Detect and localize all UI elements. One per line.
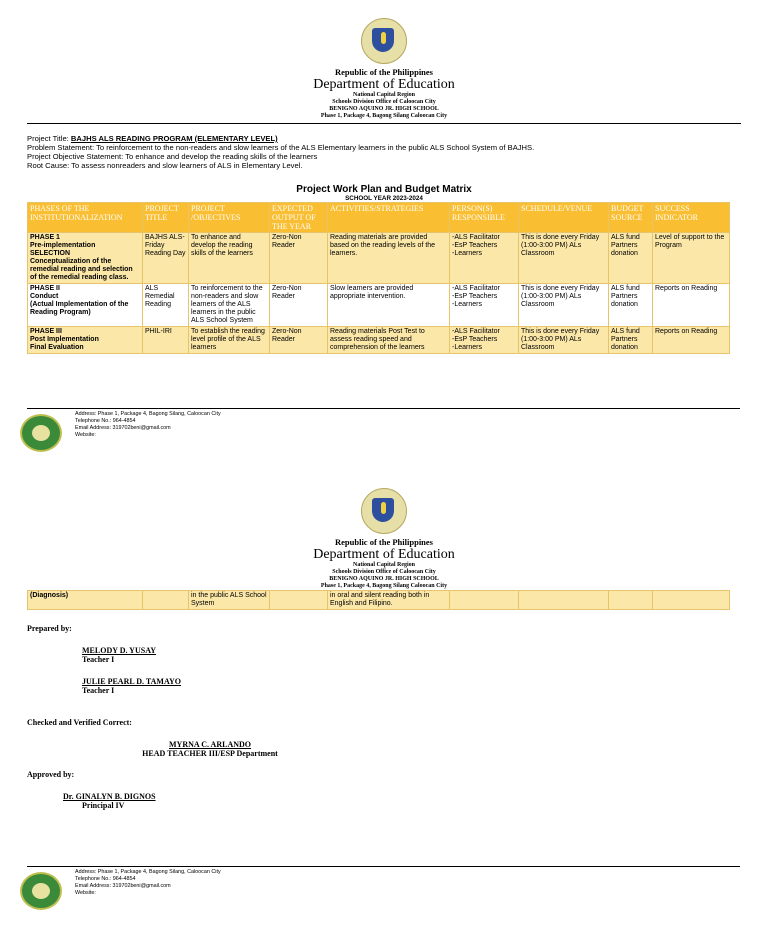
table-cell xyxy=(519,591,609,610)
table-cell: PHIL-IRI xyxy=(143,327,189,354)
region-line: National Capital Region xyxy=(352,562,415,568)
column-header: SUCCESS INDICATOR xyxy=(653,203,730,233)
table-cell: BAJHS ALS-Friday Reading Day xyxy=(143,233,189,284)
root-cause: Root Cause: To assess nonreaders and slow learners of ALS in Elementary Level. xyxy=(27,161,303,170)
republic-line: Republic of the Philippines xyxy=(334,537,433,547)
header-rule xyxy=(27,123,741,124)
preparer-1-name: MELODY D. YUSAY xyxy=(82,646,157,655)
page-2 xyxy=(0,488,768,610)
table-cell: -ALS Facilitator -EsP Teachers -Learners xyxy=(450,233,519,284)
footer-telephone: Telephone No.: 964-4854 xyxy=(75,418,136,424)
table-cell: Reports on Reading xyxy=(653,327,730,354)
objective-statement: Project Objective Statement: To enhance and develop the reading skills of the learners xyxy=(27,152,318,161)
checker-title: HEAD TEACHER III/ESP Department xyxy=(142,749,278,758)
department-name: Department of Education xyxy=(313,547,455,562)
column-header: PHASES OF THE INSTITUTIONALIZATION xyxy=(28,203,143,233)
school-year: SCHOOL YEAR 2023-2024 xyxy=(345,195,423,202)
footer-contact xyxy=(75,869,221,897)
approved-label: Approved by: xyxy=(27,770,75,779)
table-cell: -ALS Facilitator -EsP Teachers -Learners xyxy=(450,327,519,354)
preparer-2 xyxy=(82,677,181,695)
footer-website: Website: xyxy=(75,432,96,438)
column-header: PROJECT /OBJECTIVES xyxy=(189,203,270,233)
table-cell: To enhance and develop the reading skills of the learners xyxy=(189,233,270,284)
region-line: National Capital Region xyxy=(352,92,415,98)
preparer-1 xyxy=(82,646,156,664)
table-cell: PHASE III Post Implementation Final Evaluation xyxy=(28,327,143,354)
school-name: BENIGNO AQUINO JR. HIGH SCHOOL xyxy=(329,576,439,582)
footer-email: Email Address: 319702beni@gmail.com xyxy=(75,425,171,431)
table-cell: Reading materials are provided based on the reading levels of the learners. xyxy=(328,233,450,284)
checked-label: Checked and Verified Correct: xyxy=(27,718,132,727)
table-cell: To reinforcement to the non-readers and slow learners of the ALS learners in the public ALS School System xyxy=(189,284,270,327)
table-cell xyxy=(653,591,730,610)
column-header: PROJECT TITLE xyxy=(143,203,189,233)
table-cell: PHASE II Conduct (Actual Implementation of the Reading Program) xyxy=(28,284,143,327)
matrix-title: Project Work Plan and Budget Matrix xyxy=(296,184,472,195)
work-plan-table xyxy=(27,202,730,354)
table-cell: Zero-Non Reader xyxy=(270,327,328,354)
checker-name: MYRNA C. ARLANDO xyxy=(169,740,251,749)
table-cell: ALS Remedial Reading xyxy=(143,284,189,327)
division-line: Schools Division Office of Caloocan City xyxy=(332,569,436,575)
column-header: EXPECTED OUTPUT OF THE YEAR xyxy=(270,203,328,233)
table-cell xyxy=(270,591,328,610)
table-header-row xyxy=(28,203,730,233)
school-address: Phase 1, Package 4, Bagong Silang Caloocan City xyxy=(320,583,448,589)
footer-1 xyxy=(20,408,740,438)
project-title: BAJHS ALS READING PROGRAM (ELEMENTARY LEVEL) xyxy=(70,134,278,143)
school-address: Phase 1, Package 4, Bagong Silang Caloocan City xyxy=(320,113,448,119)
division-line: Schools Division Office of Caloocan City xyxy=(332,99,436,105)
table-cell: This is done every Friday (1:00-3:00 PM) ALs Classroom xyxy=(519,284,609,327)
school-logo-icon xyxy=(20,872,62,910)
table-cell: Zero-Non Reader xyxy=(270,233,328,284)
column-header: ACTIVITIES/STRATEGIES xyxy=(328,203,450,233)
table-cell xyxy=(143,591,189,610)
letterhead xyxy=(0,488,768,590)
table-cell: -ALS Facilitator -EsP Teachers -Learners xyxy=(450,284,519,327)
footer-address: Address: Phase 1, Package 4, Bagong Silang, Caloocan City xyxy=(75,869,221,875)
column-header: BUDGET SOURCE xyxy=(609,203,653,233)
table-cell: This is done every Friday (1:00-3:00 PM) ALs Classroom xyxy=(519,233,609,284)
table-cell: Zero-Non Reader xyxy=(270,284,328,327)
table-cell: To establish the reading level profile of the ALS learners xyxy=(189,327,270,354)
table-cell: PHASE 1 Pre-implementation SELECTION Conceptualization of the remedial reading and selection of the remedial reading class. xyxy=(28,233,143,284)
footer-address: Address: Phase 1, Package 4, Bagong Silang, Caloocan City xyxy=(75,411,221,417)
table-cell: (Diagnosis) xyxy=(28,591,143,610)
table-row xyxy=(28,284,730,327)
deped-seal-icon xyxy=(361,18,407,64)
table-row xyxy=(28,327,730,354)
page-1 xyxy=(0,18,768,354)
table-cell: in the public ALS School System xyxy=(189,591,270,610)
checker xyxy=(130,740,290,758)
approver-title: Principal IV xyxy=(82,801,125,810)
preparer-2-title: Teacher I xyxy=(82,686,115,695)
table-cell: in oral and silent reading both in English and Filipino. xyxy=(328,591,450,610)
approver xyxy=(63,792,156,810)
preparer-1-title: Teacher I xyxy=(82,655,115,664)
project-title-line: Project Title: BAJHS ALS READING PROGRAM (ELEMENTARY LEVEL) xyxy=(27,134,278,143)
work-plan-table-continued xyxy=(27,590,730,610)
department-name: Department of Education xyxy=(313,77,455,92)
table-cell: Level of support to the Program xyxy=(653,233,730,284)
table-cell: ALS fund Partners donation xyxy=(609,327,653,354)
footer-telephone: Telephone No.: 964-4854 xyxy=(75,876,136,882)
republic-line: Republic of the Philippines xyxy=(334,67,433,77)
footer-website: Website: xyxy=(75,890,96,896)
prepared-label: Prepared by: xyxy=(27,624,72,633)
table-cell: ALS fund Partners donation xyxy=(609,284,653,327)
footer-contact xyxy=(75,411,221,439)
footer-email: Email Address: 319702beni@gmail.com xyxy=(75,883,171,889)
table-cell: This is done every Friday (1:00-3:00 PM) ALs Classroom xyxy=(519,327,609,354)
footer-rule xyxy=(27,866,740,867)
table-cell: Reading materials Post Test to assess reading speed and comprehension of the learners xyxy=(328,327,450,354)
column-header: SCHEDULE/VENUE xyxy=(519,203,609,233)
table-cell: ALS fund Partners donation xyxy=(609,233,653,284)
school-name: BENIGNO AQUINO JR. HIGH SCHOOL xyxy=(329,106,439,112)
table-cell xyxy=(450,591,519,610)
deped-seal-icon xyxy=(361,488,407,534)
table-row xyxy=(28,591,730,610)
problem-statement: Problem Statement: To reinforcement to the non-readers and slow learners of the ALS Elementary learners in the public ALS School System of BAJHS. xyxy=(27,143,535,152)
footer-2 xyxy=(20,866,740,896)
table-cell xyxy=(609,591,653,610)
school-logo-icon xyxy=(20,414,62,452)
footer-rule xyxy=(27,408,740,409)
approver-name: Dr. GINALYN B. DIGNOS xyxy=(63,792,156,801)
table-cell: Slow learners are provided appropriate intervention. xyxy=(328,284,450,327)
table-cell: Reports on Reading xyxy=(653,284,730,327)
column-header: PERSON(S) RESPONSIBLE xyxy=(450,203,519,233)
letterhead xyxy=(0,18,768,120)
preparer-2-name: JULIE PEARL D. TAMAYO xyxy=(82,677,181,686)
project-info xyxy=(27,134,768,170)
table-row xyxy=(28,233,730,284)
